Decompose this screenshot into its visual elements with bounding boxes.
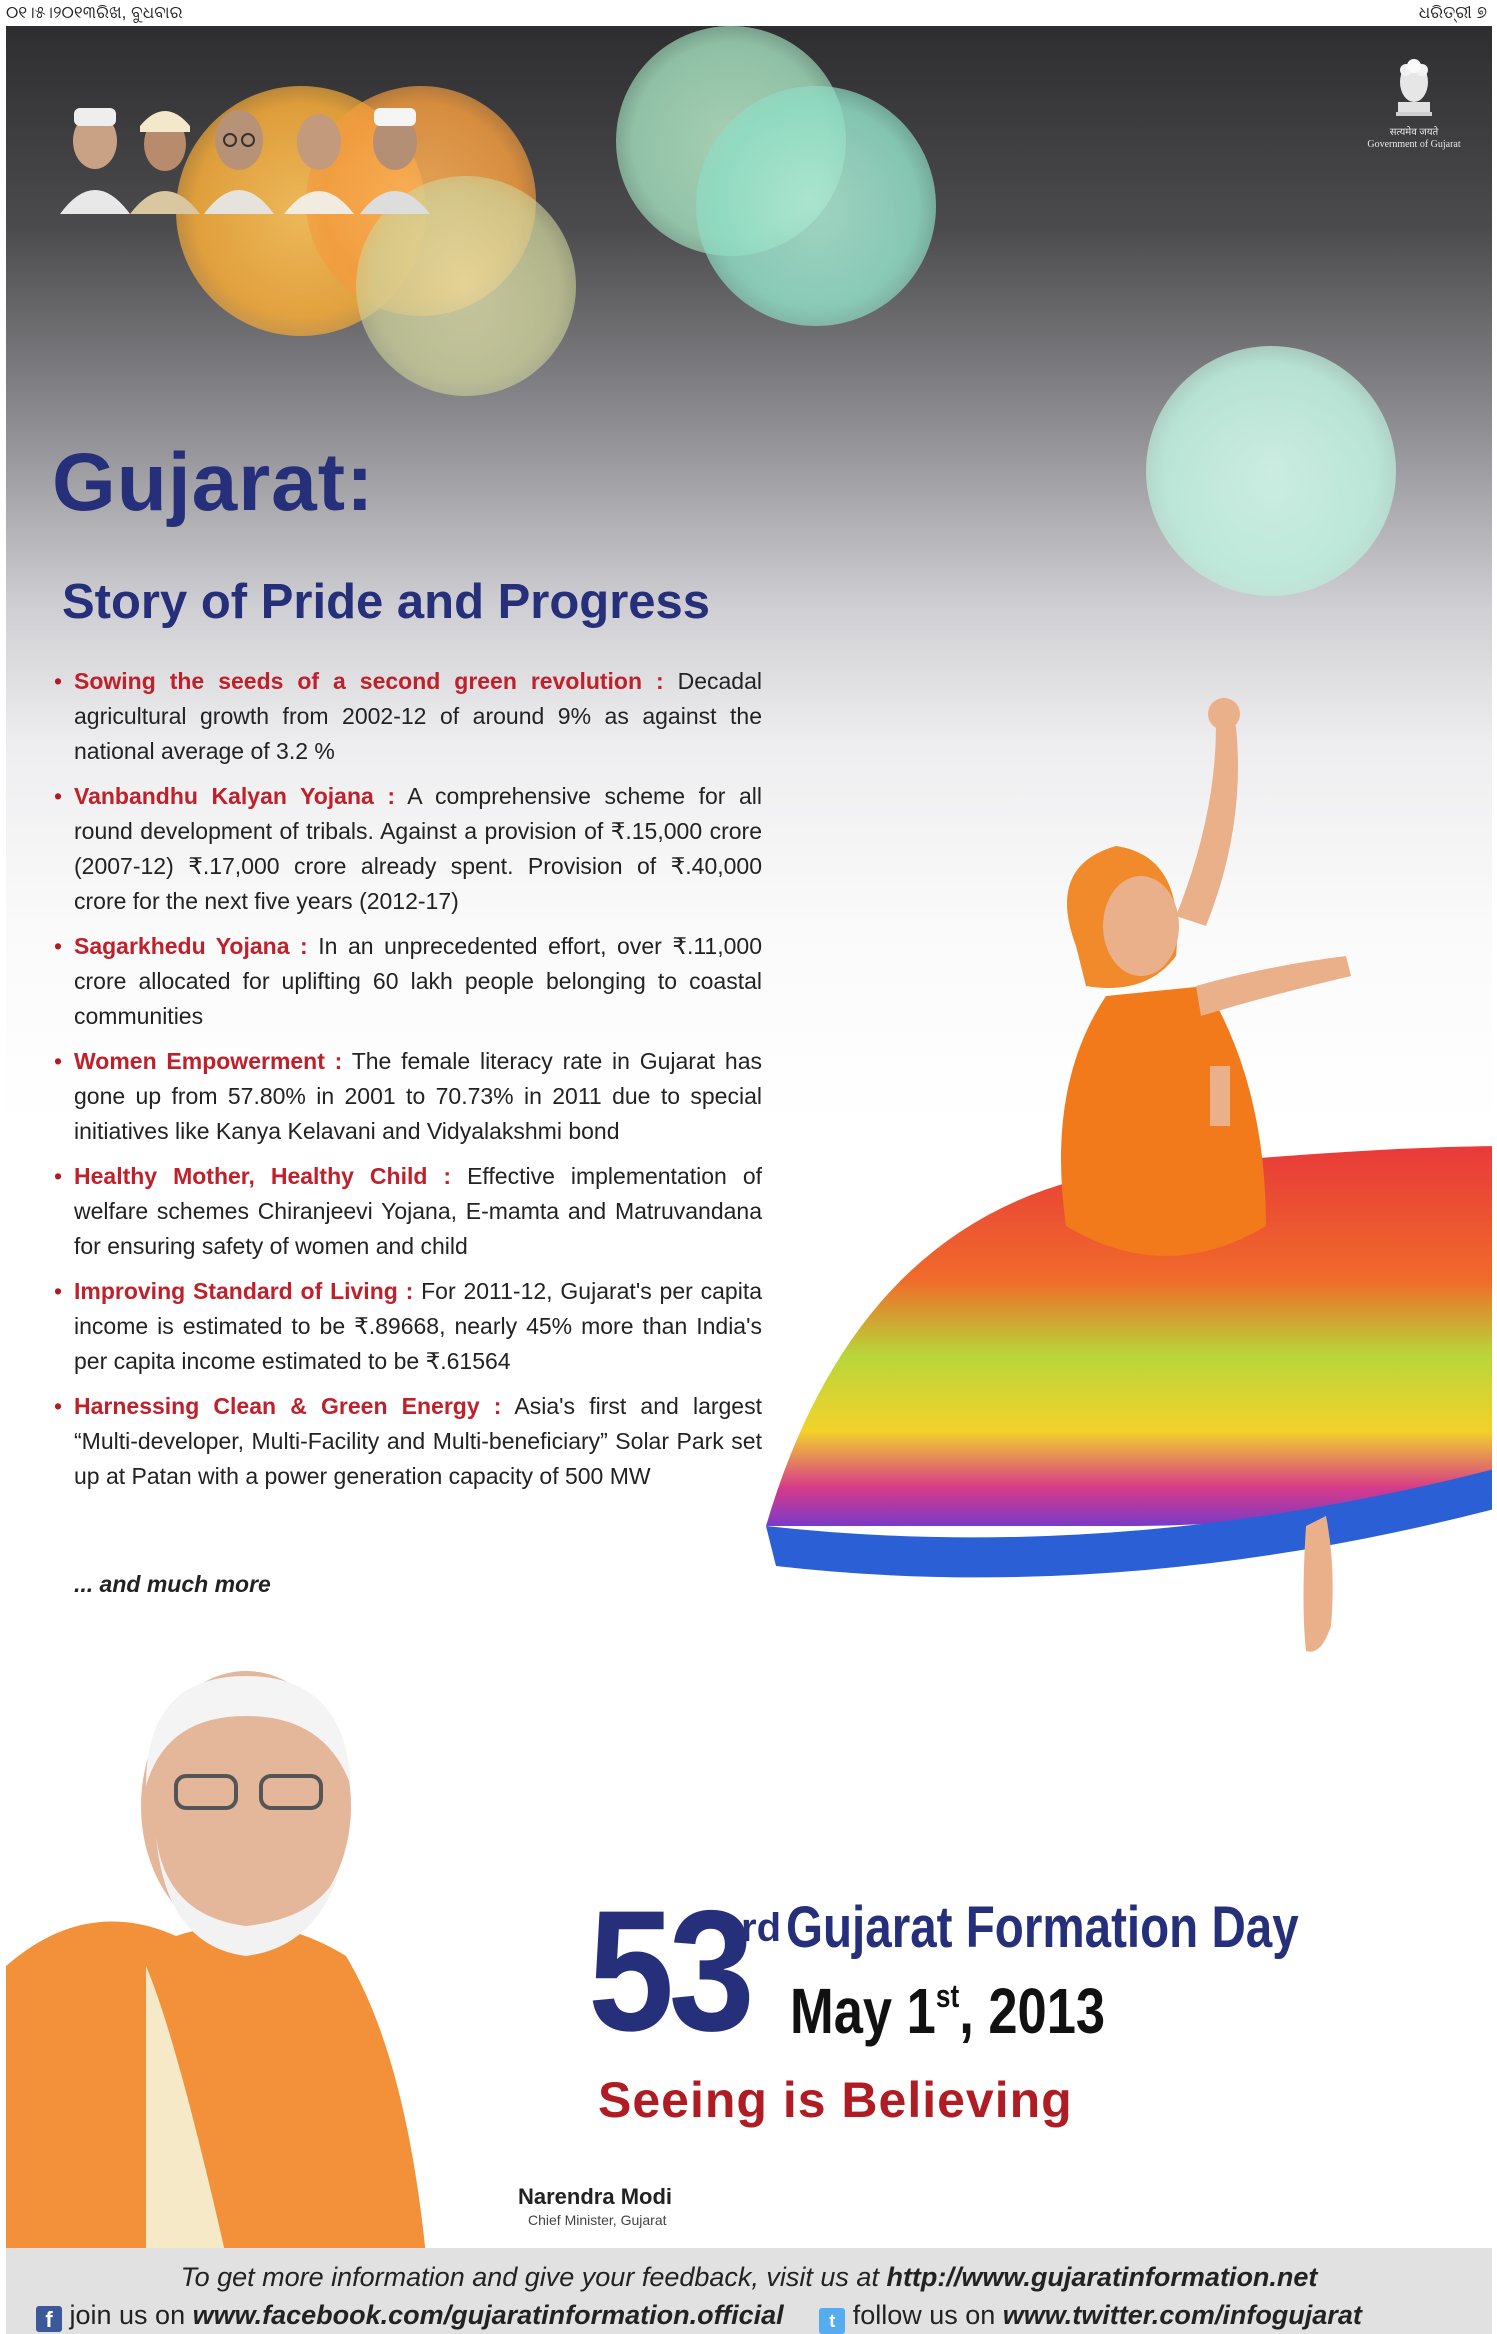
bokeh-light bbox=[696, 86, 936, 326]
point-heading: Women Empowerment : bbox=[74, 1048, 343, 1074]
event-date: May 1st, 2013 bbox=[790, 1975, 1106, 2047]
point-heading: Sagarkhedu Yojana : bbox=[74, 933, 308, 959]
ashoka-lion-emblem-icon bbox=[1392, 54, 1436, 122]
point-body: For 2011-12, Gujarat's per capita income is estimated to be ₹.89668, nearly 45% more than India's per capita income estimated to be ₹.61564 bbox=[74, 1278, 763, 1374]
freedom-fighter-portrait bbox=[360, 96, 430, 214]
point-body: In an unprecedented effort, over ₹.11,000 crore allocated for uplifting 60 lakh people belonging to coastal communities bbox=[74, 933, 762, 1029]
list-item bbox=[52, 1044, 762, 1149]
garba-dancer-photo bbox=[746, 666, 1492, 1816]
point-body: Decadal agricultural growth from 2002-12 of around 9% as against the national average of 3.2 % bbox=[74, 668, 763, 764]
and-much-more-text: ... and much more bbox=[74, 1571, 271, 1597]
point-heading: Improving Standard of Living : bbox=[74, 1278, 414, 1304]
ordinal-suffix: rd bbox=[741, 1906, 781, 1950]
signatory-name: Narendra Modi bbox=[518, 2184, 673, 2209]
website-link[interactable]: http://www.gujaratinformation.net bbox=[886, 2262, 1318, 2292]
freedom-fighter-portrait bbox=[204, 96, 274, 214]
event-name: Gujarat Formation Day bbox=[786, 1895, 1299, 1960]
list-item bbox=[52, 929, 762, 1034]
list-item bbox=[52, 779, 762, 919]
point-body: Effective implementation of welfare schemes Chiranjeevi Yojana, E-mamta and Matruvandana for ensuring safety of women and child bbox=[74, 1163, 763, 1259]
achievement-list bbox=[52, 664, 762, 1504]
point-heading: Sowing the seeds of a second green revolution : bbox=[74, 668, 664, 694]
twitter-icon: t bbox=[819, 2308, 845, 2334]
freedom-fighter-portrait bbox=[284, 96, 354, 214]
advertisement bbox=[6, 26, 1492, 2334]
list-item bbox=[52, 664, 762, 769]
tagline: Seeing is Believing bbox=[598, 2072, 1073, 2128]
point-body: The female literacy rate in Gujarat has gone up from 57.80% in 2001 to 70.73% in 2011 due to special initiatives like Kanya Kelavani and Vidyalakshmi bond bbox=[74, 1048, 763, 1144]
social-line: f join us on www.facebook.com/gujaratinformation.official t follow us on www.twitter.com/infogujarat bbox=[36, 2300, 1362, 2334]
contact-footer bbox=[6, 2248, 1492, 2334]
feedback-line: To get more information and give your feedback, visit us at http://www.gujaratinformation.net bbox=[180, 2262, 1318, 2292]
facebook-icon: f bbox=[36, 2306, 62, 2332]
headline-title: Gujarat: bbox=[52, 437, 375, 528]
point-body: Asia's first and largest “Multi-developer, Multi-Facility and Multi-beneficiary” Solar Park set up at Patan with a power generation capacity of 500 MW bbox=[74, 1393, 762, 1489]
list-item bbox=[52, 1274, 762, 1379]
emblem-motto: सत्यमेव जयते bbox=[1389, 127, 1439, 138]
facebook-link[interactable]: www.facebook.com/gujaratinformation.official bbox=[192, 2300, 784, 2330]
list-item bbox=[52, 1389, 762, 1494]
freedom-fighter-portrait bbox=[60, 96, 130, 214]
freedom-fighter-portrait bbox=[130, 96, 200, 214]
headline-subtitle: Story of Pride and Progress bbox=[62, 575, 711, 629]
signatory-role: Chief Minister, Gujarat bbox=[528, 2212, 667, 2228]
emblem-caption: Government of Gujarat bbox=[1367, 139, 1461, 150]
point-heading: Vanbandhu Kalyan Yojana : bbox=[74, 783, 396, 809]
list-item bbox=[52, 1159, 762, 1264]
anniversary-number: 53 bbox=[588, 1875, 750, 2067]
twitter-link[interactable]: www.twitter.com/infogujarat bbox=[1002, 2300, 1362, 2330]
point-body: A comprehensive scheme for all round development of tribals. Against a provision of ₹.15,000 crore (2007-12) ₹.17,000 crore already spent. Provision of ₹.40,000 crore for the next five years (2012-17) bbox=[74, 783, 762, 914]
masthead-page-number: ଧରିତ୍ରୀ ୭ bbox=[1418, 3, 1487, 22]
point-heading: Healthy Mother, Healthy Child : bbox=[74, 1163, 452, 1189]
point-heading: Harnessing Clean & Green Energy : bbox=[74, 1393, 502, 1419]
government-emblem bbox=[1366, 54, 1462, 151]
bokeh-light bbox=[1146, 346, 1396, 596]
chief-minister-portrait bbox=[6, 1636, 426, 2256]
masthead-date: ୦୧।୫।୨୦୧୩ରିଖ, ବୁଧବାର bbox=[6, 3, 183, 22]
newspaper-masthead bbox=[0, 0, 1497, 26]
